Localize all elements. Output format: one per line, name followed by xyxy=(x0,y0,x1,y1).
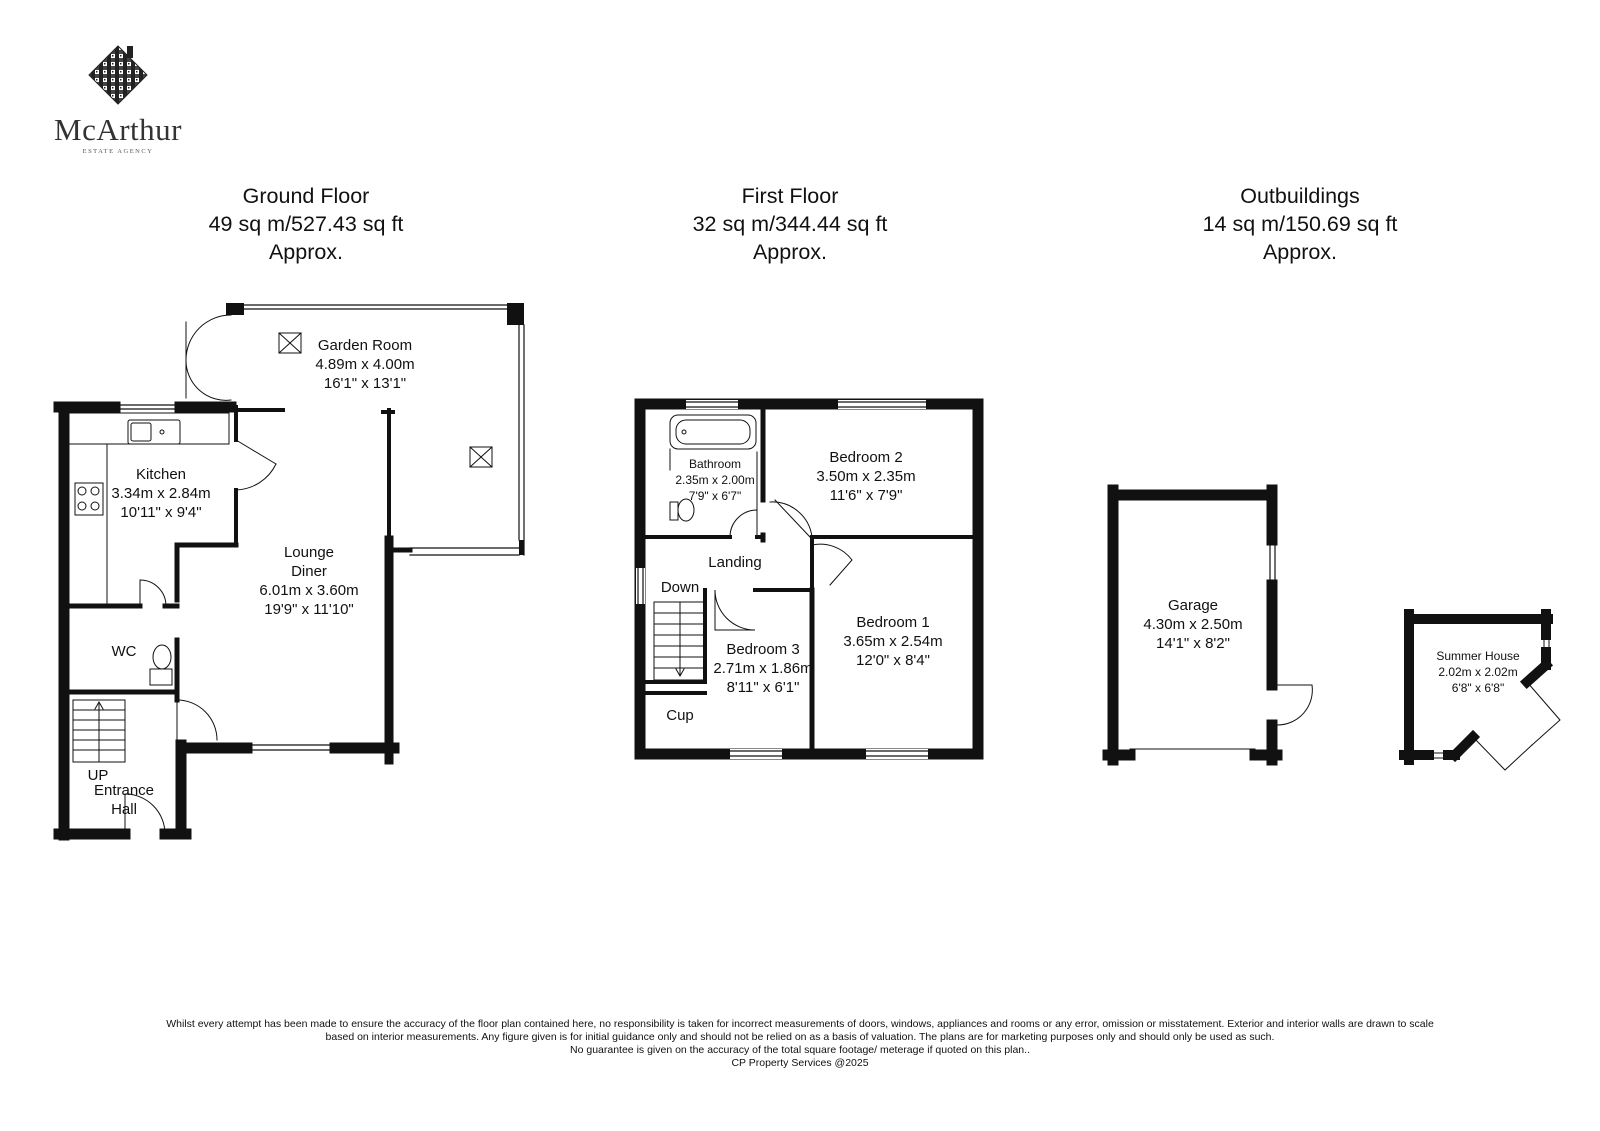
first-floor-note: Approx. xyxy=(752,240,828,264)
outbuildings-note: Approx. xyxy=(1262,240,1338,264)
lounge-diner-metric: 6.01m x 3.60m xyxy=(259,582,359,599)
stairs-down-label: Down xyxy=(660,579,700,596)
brand-tagline: ESTATE AGENCY xyxy=(82,148,154,155)
kitchen-imperial: 10'11" x 9'4" xyxy=(120,504,202,521)
kitchen-name: Kitchen xyxy=(135,466,187,483)
garden-room-imperial: 16'1" x 13'1" xyxy=(323,375,407,392)
ground-floor-area: 49 sq m/527.43 sq ft xyxy=(208,212,404,236)
disclaimer-credit: CP Property Services @2025 xyxy=(731,1057,869,1069)
bedroom1-name: Bedroom 1 xyxy=(856,614,930,631)
hall-name: Hall xyxy=(111,801,137,818)
outbuildings-title: Outbuildings xyxy=(1240,184,1360,208)
summer-house-imperial: 6'8" x 6'8" xyxy=(1451,681,1505,695)
ground-floor-note: Approx. xyxy=(268,240,344,264)
diner-name: Diner xyxy=(291,563,327,580)
bedroom1-imperial: 12'0" x 8'4" xyxy=(856,652,930,669)
stairs-up-label: UP xyxy=(87,767,109,784)
ground-floor-title: Ground Floor xyxy=(242,184,370,208)
garden-room-metric: 4.89m x 4.00m xyxy=(315,356,415,373)
entrance-name: Entrance xyxy=(93,782,155,799)
disclaimer-line-3: No guarantee is given on the accuracy of the total square footage/ meterage if quoted on this plan.. xyxy=(570,1044,1030,1056)
lounge-diner-imperial: 19'9" x 11'10" xyxy=(264,601,354,618)
summer-house-metric: 2.02m x 2.02m xyxy=(1438,665,1518,679)
wc-name: WC xyxy=(111,643,137,660)
kitchen-metric: 3.34m x 2.84m xyxy=(111,485,211,502)
bedroom2-metric: 3.50m x 2.35m xyxy=(816,468,916,485)
lounge-name: Lounge xyxy=(283,544,335,561)
bathroom-imperial: 7'9" x 6'7" xyxy=(688,489,742,503)
bedroom3-imperial: 8'11" x 6'1" xyxy=(726,679,800,696)
cupboard-name: Cup xyxy=(666,707,694,724)
disclaimer-line-1: Whilst every attempt has been made to ensure the accuracy of the floor plan contained here, no responsibility is taken for incorrect measurements of doors, windows, appliances and rooms or any error, omission or misstatement. Exterior and interior walls are drawn to scale xyxy=(166,1018,1434,1030)
bathroom-name: Bathroom xyxy=(688,457,742,471)
garden-room-name: Garden Room xyxy=(317,337,413,354)
garage-name: Garage xyxy=(1167,597,1219,614)
disclaimer xyxy=(80,1018,1520,1070)
landing-name: Landing xyxy=(708,554,762,571)
bedroom3-name: Bedroom 3 xyxy=(726,641,800,658)
bedroom2-imperial: 11'6" x 7'9" xyxy=(829,487,903,504)
garage-imperial: 14'1" x 8'2" xyxy=(1156,635,1230,652)
brand-name: McArthur xyxy=(54,112,182,147)
bedroom3-metric: 2.71m x 1.86m xyxy=(713,660,813,677)
first-floor-area: 32 sq m/344.44 sq ft xyxy=(692,212,888,236)
disclaimer-line-2: based on interior measurements. Any figure given is for initial guidance only and should not be relied on as a basis of valuation. The plans are for marketing purposes only and should only be used as such. xyxy=(325,1031,1275,1043)
first-floor-title: First Floor xyxy=(741,184,839,208)
garage-metric: 4.30m x 2.50m xyxy=(1143,616,1243,633)
bathroom-metric: 2.35m x 2.00m xyxy=(675,473,755,487)
bedroom1-metric: 3.65m x 2.54m xyxy=(843,633,943,650)
summer-house-name: Summer House xyxy=(1436,649,1520,663)
outbuildings-area: 14 sq m/150.69 sq ft xyxy=(1202,212,1398,236)
bedroom2-name: Bedroom 2 xyxy=(829,449,903,466)
